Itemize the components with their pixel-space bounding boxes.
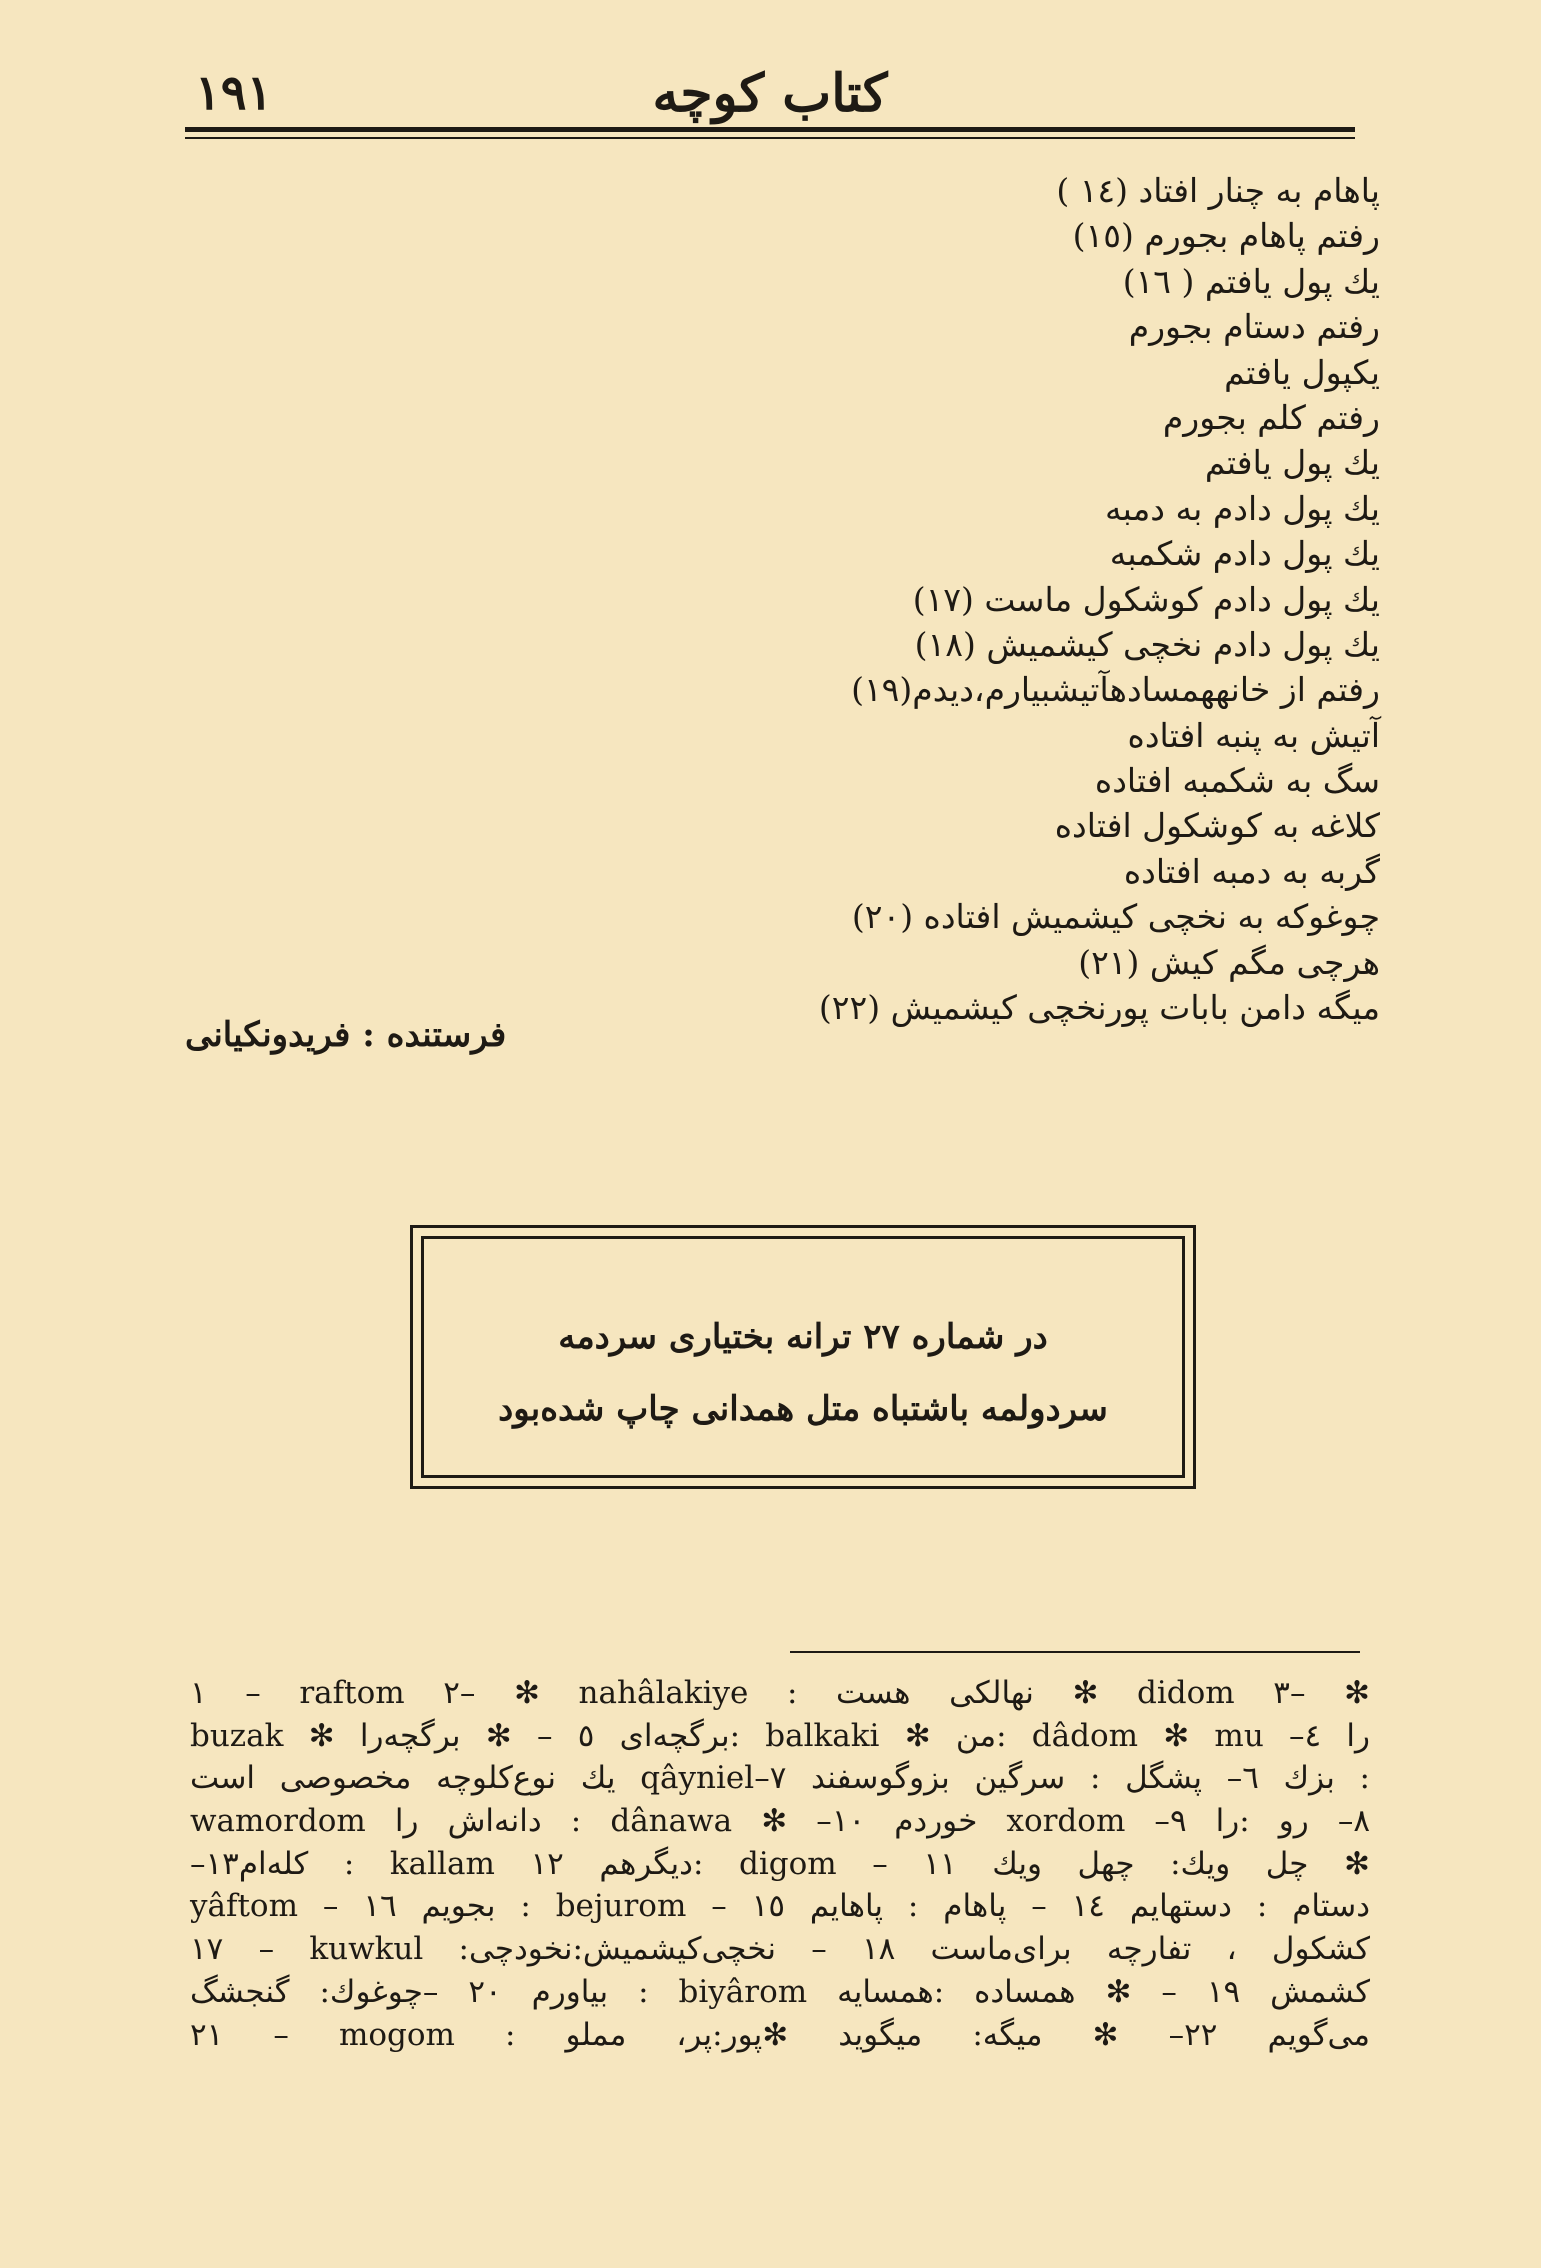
poem-line: یك پول دادم نخچی كیشمیش (١٨) [914, 624, 1380, 664]
header-rule-thick [185, 127, 1355, 132]
notice-line-2: سردولمه باشتباه متل همدانی چاپ شده‌بود [498, 1389, 1108, 1429]
footnote-line: ٢١ – mogom : می‌گویم ٢٢– ✻ میگه: میگوید ✻پور:پر، مملو [190, 2016, 1370, 2053]
poem-line: یك پول یافتم ( ١٦) [1122, 261, 1380, 301]
notice-box [410, 1225, 1196, 1489]
poem-line: یك پول دادم به دمبه [1104, 488, 1380, 528]
footnotes [190, 1672, 1370, 2056]
poem-line: پاهام به چنار افتاد (١٤ ) [1056, 171, 1380, 210]
page-number: ١٩١ [195, 65, 273, 121]
sender-credit: فرستنده : فریدونکیانی [185, 1015, 507, 1055]
footnote-line: ٨– رو :را ٩– xordom خوردم ١٠– ✻ dânawa : دانه‌اش را wamordom [190, 1803, 1370, 1840]
footnote-line: ١٧ – kuwkul :كشكول ، تفارچه برای‌ماست ١٨ – نخچی‌كیشمیش:نخودچی [190, 1931, 1370, 1968]
poem-line: رفتم از خانههمسادهآتیشبیارم،دیدم(١٩) [851, 670, 1380, 710]
poem-line: آتیش به پنبه افتاده [1127, 715, 1380, 755]
poem-line: هرچی مگم كیش (٢١) [1078, 942, 1380, 982]
footnote-line: : بزك ٦– پشگل : سرگین بزوگوسفند ٧–qâyniel یك نوع‌كلوچه مخصوصی است [190, 1760, 1370, 1797]
book-title: کتاب کوچه [652, 63, 888, 124]
poem-line: میگه دامن بابات پورنخچی كیشمیش (٢٢) [818, 988, 1380, 1028]
poem-line: یك پول یافتم [1204, 443, 1380, 483]
header-rule-thin [185, 137, 1355, 139]
poem-line: یك پول دادم كوشكول ماست (١٧) [912, 579, 1380, 619]
footnote-line: ✻ چل ویك: چهل ویك ١١ – digom :دیگرهم ١٢ kallam : كله‌ام١٣– [190, 1845, 1371, 1882]
poem-line: چوغوكه به نخچی كیشمیش افتاده (٢٠) [851, 897, 1380, 937]
poem-line: رفتم كلم بجورم [1162, 397, 1380, 437]
poem [700, 168, 1380, 1030]
footnote-line: ١ – raftom ٢– ✻ nahâlakiye : نهالكی هست ✻ didom ٣– ✻ [190, 1675, 1371, 1711]
poem-line: سگ به شكمبه افتاده [1094, 761, 1380, 801]
poem-line: كلاغه به كوشكول افتاده [1054, 806, 1380, 846]
poem-line: گربه به دمبه افتاده [1123, 851, 1380, 891]
notice-inner-frame [421, 1236, 1185, 1478]
poem-line: رفتم پاهام بجورم (١٥) [1072, 216, 1380, 256]
footnote-line: كشمش ١٩ – ✻ همساده :همسایه biyârom : بیاورم ٢٠ –چوغوك: گنجشگ [190, 1973, 1370, 2010]
footnote-rule [790, 1651, 1360, 1653]
poem-line: یك پول دادم شكمبه [1109, 534, 1380, 574]
footnote-line: را ٤– dâdom ✻ mu :من ✻ balkaki :برگچه‌ای ٥ – ✻ برگچه‌را ✻ buzak [190, 1717, 1370, 1754]
poem-line: یكپول یافتم [1224, 352, 1380, 392]
notice-line-1: در شماره ٢٧ ترانه بختیاری سردمه [558, 1317, 1048, 1357]
footnote-line: دستام : دستهایم ١٤ – پاهام : پاهایم ١٥ – bejurom : بجویم ١٦ – yâftom [190, 1888, 1371, 1925]
poem-line: رفتم دستام بجورم [1128, 307, 1380, 347]
